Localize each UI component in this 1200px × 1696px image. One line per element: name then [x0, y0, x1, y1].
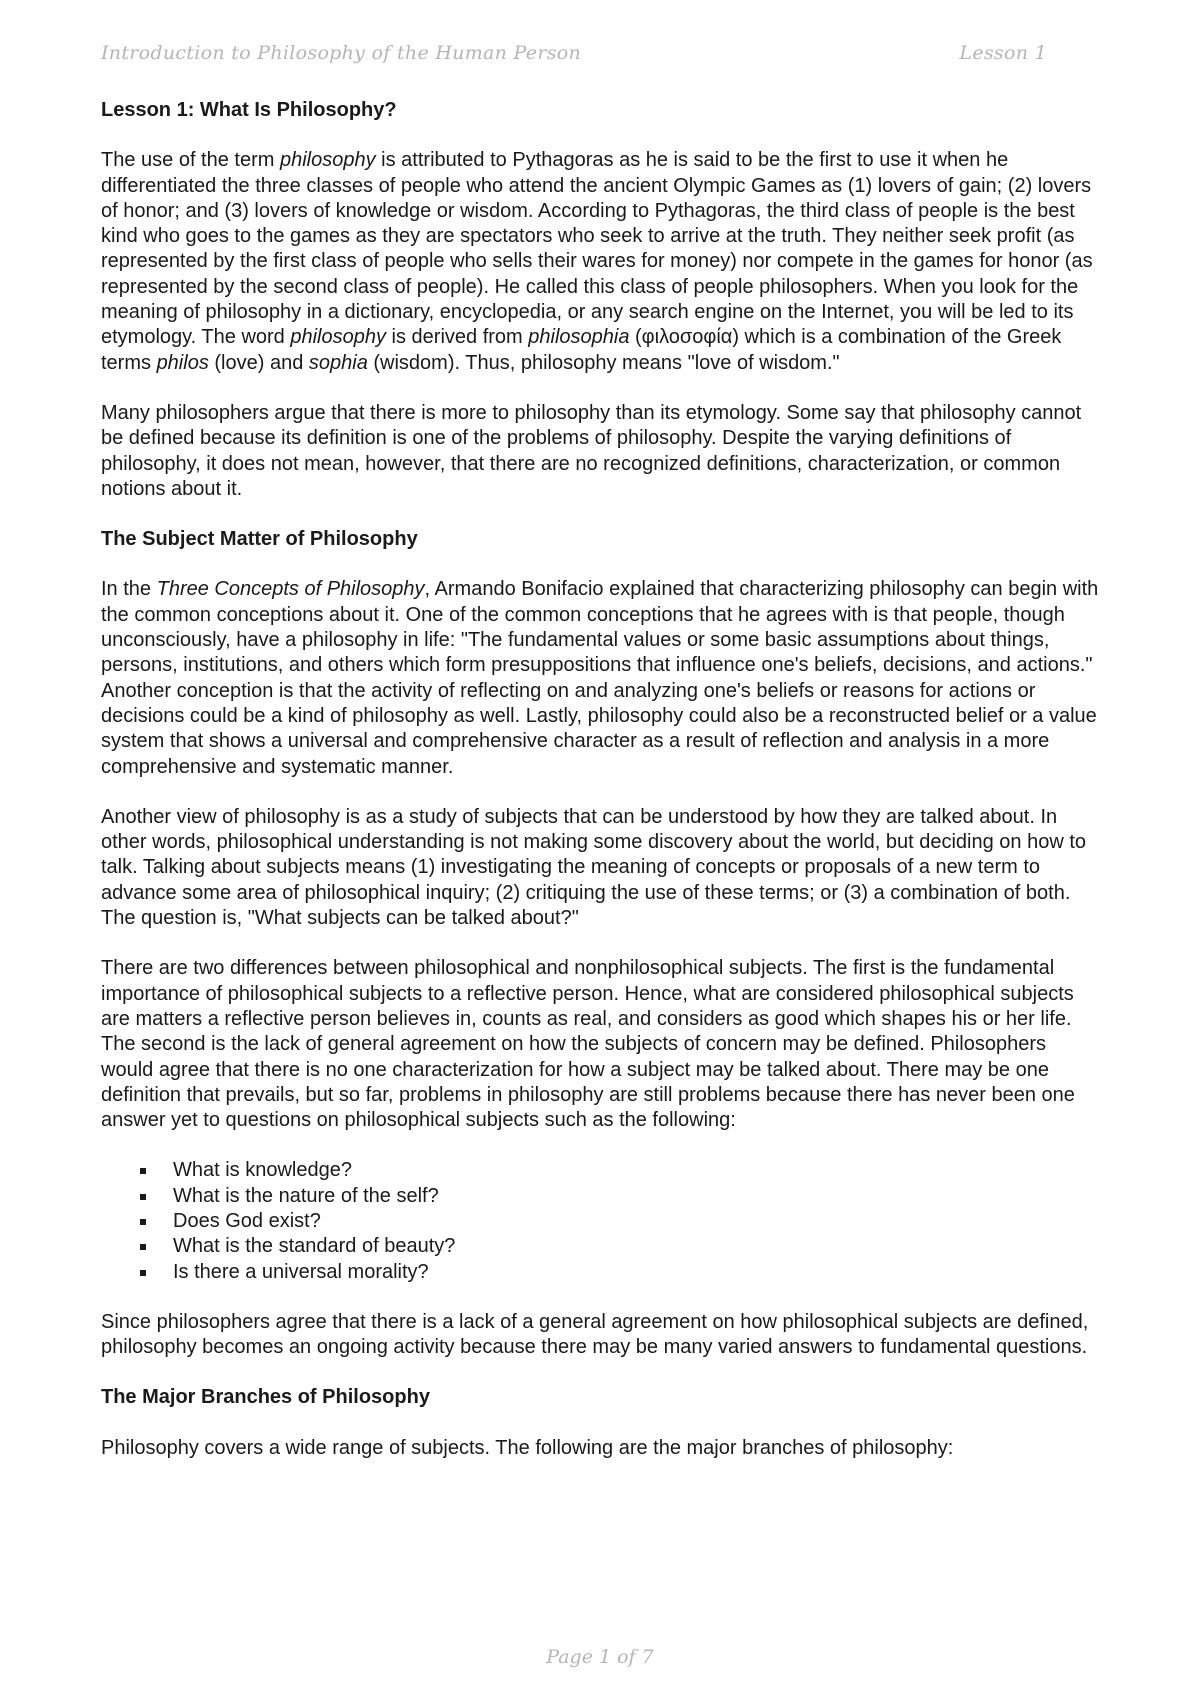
list-item	[101, 1260, 1101, 1285]
header-lesson-number: Lesson 1	[959, 42, 1047, 64]
italic-term: Three Concepts of Philosophy	[156, 578, 425, 601]
italic-term: sophia	[308, 351, 368, 374]
bullet-marker	[140, 1194, 146, 1200]
italic-term: philosophia	[528, 326, 630, 349]
bullet-marker	[140, 1219, 146, 1225]
branches-paragraph-1: Philosophy covers a wide range of subjects. The following are the major branches of philosophy:	[101, 1436, 954, 1459]
document-body	[101, 98, 1101, 1486]
subject-paragraph-3: There are two differences between philosophical and nonphilosophical subjects. The first is the fundamental importance of philosophical subjects to a reflective person. Hence, what are considered philosophical subjects are matters a reflective person believes in, counts as real, and considers as good which shapes his or her life. The second is the lack of general agreement on how the subjects of concern may be defined. Philosophers would agree that there is no one characterization for how a subject may be talked about. There may be one definition that prevails, but so far, problems in philosophy are still problems because there has never been one answer yet to questions on philosophical subjects such as the following:	[101, 957, 1075, 1132]
italic-term: philosophy	[290, 326, 386, 349]
text-run: In the	[101, 578, 157, 601]
subject-paragraph-2: Another view of philosophy is as a study of subjects that can be understood by how they are talked about. In other words, philosophical understanding is not making some discovery about the world, but deciding on how to talk. Talking about subjects means (1) investigating the meaning of concepts or proposals of a new term to advance some area of philosophical inquiry; (2) critiquing the use of these terms; or (3) a combination of both. The question is, "What subjects can be talked about?"	[101, 805, 1087, 930]
section-heading-subject-matter: The Subject Matter of Philosophy	[101, 528, 418, 551]
list-item-text: What is the standard of beauty?	[173, 1235, 456, 1258]
list-item-text: Is there a universal morality?	[173, 1260, 429, 1283]
italic-term: philos	[156, 351, 209, 374]
bullet-marker	[140, 1168, 146, 1174]
subject-paragraph-1	[101, 577, 1101, 779]
running-header	[101, 42, 1047, 72]
header-course-title: Introduction to Philosophy of the Human Person	[101, 42, 582, 64]
lesson-title: Lesson 1: What Is Philosophy?	[101, 99, 397, 121]
page-number: Page 1 of 7	[546, 1646, 654, 1668]
bullet-marker	[140, 1270, 146, 1276]
list-item-text: What is knowledge?	[173, 1159, 352, 1182]
text-run: (love) and	[208, 351, 309, 374]
subject-paragraph-4: Since philosophers agree that there is a lack of a general agreement on how philosophical subjects are defined, philosophy becomes an ongoing activity because there may be many varied answers to fundamental questions.	[101, 1310, 1089, 1359]
list-item	[101, 1184, 1101, 1209]
intro-paragraph-1	[101, 148, 1101, 376]
text-run: , Armando Bonifacio explained that characterizing philosophy can begin with the common conceptions about it. One of the common conceptions that he agrees with is that people, though unconsciously, have a philosophy in life: "The fundamental values or some basic assumptions about things, persons, institutions, and others which form presuppositions that influence one's beliefs, decisions, and actions." Another conception is that the activity of reflecting on and analyzing one's beliefs or reasons for actions or decisions could be a kind of philosophy as well. Lastly, philosophy could also be a reconstructed belief or a value system that shows a universal and comprehensive character as a result of reflection and analysis in a more comprehensive and systematic manner.	[101, 578, 1099, 778]
text-run: is attributed to Pythagoras as he is said to be the first to use it when he differentiated the three classes of people who attend the ancient Olympic Games as (1) lovers of gain; (2) lovers of honor; and (3) lovers of knowledge or wisdom. According to Pythagoras, the third class of people is the best kind who goes to the games as they are spectators who seek to arrive at the truth. They neither seek profit (as represented by the first class of people who sells their wares for money) nor compete in the games for honor (as represented by the second class of people). He called this class of people philosophers. When you look for the meaning of philosophy in a dictionary, encyclopedia, or any search engine on the Internet, you will be led to its etymology. The word	[101, 149, 1093, 349]
running-footer	[0, 1646, 1200, 1668]
philosophical-questions-list	[101, 1158, 1101, 1284]
list-item	[101, 1234, 1101, 1259]
text-run: The use of the term	[101, 149, 280, 172]
intro-paragraph-2: Many philosophers argue that there is more to philosophy than its etymology. Some say that philosophy cannot be defined because its definition is one of the problems of philosophy. Despite the varying definitions of philosophy, it does not mean, however, that there are no recognized definitions, characterization, or common notions about it.	[101, 401, 1082, 500]
list-item-text: Does God exist?	[173, 1209, 321, 1232]
list-item-text: What is the nature of the self?	[173, 1184, 439, 1207]
list-item	[101, 1158, 1101, 1183]
list-item	[101, 1209, 1101, 1234]
text-run: (wisdom). Thus, philosophy means "love of wisdom."	[367, 351, 840, 374]
italic-term: philosophy	[279, 149, 376, 172]
bullet-marker	[140, 1244, 146, 1250]
text-run: (φιλοσοφία) which is a combination of the Greek terms	[101, 326, 1062, 374]
text-run: is derived from	[385, 326, 529, 349]
section-heading-branches: The Major Branches of Philosophy	[101, 1386, 430, 1409]
